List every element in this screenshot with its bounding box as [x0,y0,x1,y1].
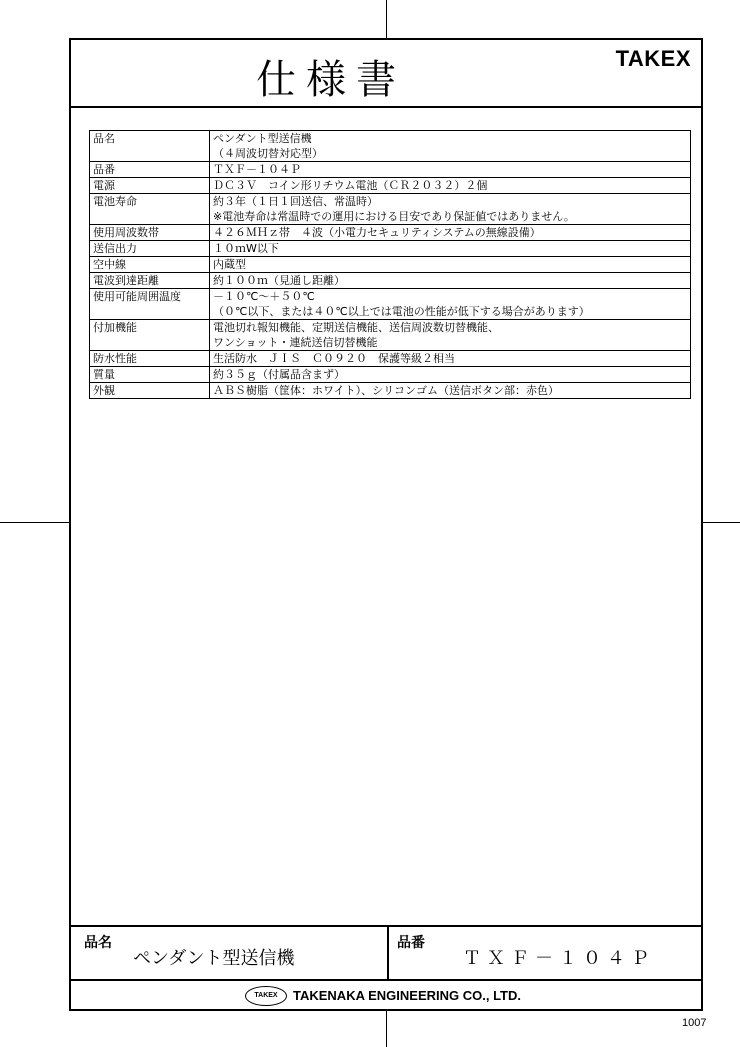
spec-label: 電池寿命 [90,194,210,225]
spec-value-line: ＤＣ３Ｖ コイン形リチウム電池（ＣＲ２０３２）２個 [213,179,488,192]
spec-row [90,178,691,194]
brand-logo: TAKEX [615,46,691,71]
spec-row [90,351,691,367]
page-title: 仕様書 [256,57,406,103]
spec-value-line: 約１００ｍ（見通し距離） [213,274,345,287]
spec-row [90,194,691,225]
footer-name-label: 品名 [84,935,112,951]
spec-value [210,273,691,289]
spec-row [90,162,691,178]
spec-row [90,367,691,383]
spec-row [90,320,691,351]
spec-label: 付加機能 [90,320,210,351]
spec-row [90,273,691,289]
spec-row [90,257,691,273]
footer-name-value: ペンダント型送信機 [133,948,295,969]
spec-value-line: １０ｍW以下 [213,242,279,255]
spec-value [210,351,691,367]
spec-label: 品名 [90,131,210,162]
title-row [71,40,701,108]
company-footer [71,979,701,1013]
spec-value-line: ＴＸＦ－１０４Ｐ [213,163,301,176]
spec-value-line: ＡＢＳ樹脂（筐体：ホワイト）、シリコンゴム（送信ボタン部：赤色） [213,384,559,397]
spec-value-line: －１０℃～＋５０℃ [213,290,315,303]
spec-value-line: ４２６ＭＨｚ帯 ４波（小電力セキュリティシステムの無線設備） [213,226,541,239]
footer-number-value: ＴＸＦ－１０４Ｐ [463,948,655,969]
spec-label: 使用周波数帯 [90,225,210,241]
spec-label: 外観 [90,383,210,399]
spec-row [90,241,691,257]
crop-mark-top [386,0,387,38]
spec-value [210,225,691,241]
spec-value [210,131,691,162]
product-footer [71,925,701,981]
footer-divider [387,927,389,981]
spec-value-line: ※電池寿命は常温時での運用における目安であり保証値ではありません。 [213,210,575,223]
spec-value-line: 約３年（１日１回送信、常温時） [213,195,378,208]
crop-mark-left [0,522,69,523]
spec-value [210,178,691,194]
spec-label: 送信出力 [90,241,210,257]
company-logo-badge: TAKEX [245,986,287,1006]
spec-value [210,383,691,399]
spec-value-line: 電池切れ報知機能、定期送信機能、送信周波数切替機能、 [213,321,499,334]
spec-row [90,131,691,162]
footer-number-label: 品番 [397,935,425,951]
spec-value-line: 内蔵型 [213,258,246,271]
spec-value [210,289,691,320]
spec-label: 電波到達距離 [90,273,210,289]
spec-row [90,289,691,320]
spec-label: 品番 [90,162,210,178]
spec-table [89,130,691,399]
spec-label: 電源 [90,178,210,194]
spec-row [90,225,691,241]
spec-sheet [69,38,703,1011]
spec-value [210,162,691,178]
spec-row [90,383,691,399]
spec-label: 空中線 [90,257,210,273]
spec-value [210,194,691,225]
spec-value [210,257,691,273]
spec-label: 防水性能 [90,351,210,367]
crop-mark-bottom [386,1011,387,1047]
spec-value-line: ワンショット・連続送信切替機能 [213,336,378,349]
crop-mark-right [703,522,740,523]
spec-value-line: 生活防水 ＪＩＳ Ｃ０９２０ 保護等級２相当 [213,352,455,365]
spec-value-line: （４周波切替対応型） [213,147,323,160]
company-name: TAKENAKA ENGINEERING CO., LTD. [293,988,521,1003]
spec-value [210,320,691,351]
document-code: 1007 [682,1017,707,1029]
spec-value [210,367,691,383]
spec-label: 質量 [90,367,210,383]
spec-value [210,241,691,257]
spec-value-line: ペンダント型送信機 [213,132,312,145]
spec-label: 使用可能周囲温度 [90,289,210,320]
spec-value-line: （０℃以下、または４０℃以上では電池の性能が低下する場合があります） [213,305,590,318]
spec-value-line: 約３５ｇ（付属品含まず） [213,368,345,381]
